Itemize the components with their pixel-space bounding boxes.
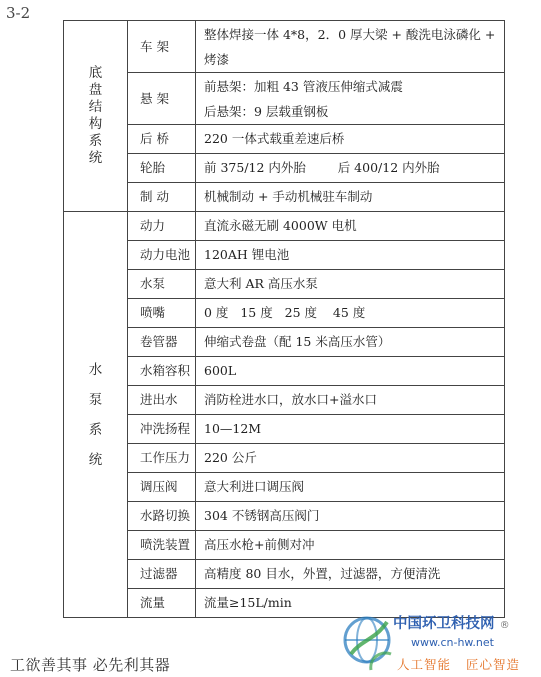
table-row bbox=[64, 73, 505, 125]
watermark-tagline-1: 人工智能 bbox=[397, 657, 452, 672]
spec-item-label: 水箱容积 bbox=[128, 357, 196, 386]
spec-item-value: 机械制动 + 手动机械驻车制动 bbox=[196, 183, 505, 212]
footer-motto: 工欲善其事 必先利其器 bbox=[10, 656, 171, 674]
table-row bbox=[64, 386, 505, 415]
spec-item-label: 水泵 bbox=[128, 270, 196, 299]
table-row bbox=[64, 212, 505, 241]
table-row bbox=[64, 502, 505, 531]
watermark-tagline bbox=[397, 655, 520, 673]
group-label-text: 水 泵 系 统 bbox=[88, 361, 103, 468]
spec-item-value: 整体焊接一体 4*8，2．0 厚大梁 + 酸洗电泳磷化 + 烤漆 bbox=[196, 21, 505, 73]
spec-item-label: 车 架 bbox=[128, 21, 196, 73]
spec-item-value: 220 一体式载重差速后桥 bbox=[196, 125, 505, 154]
spec-item-value: 120AH 锂电池 bbox=[196, 241, 505, 270]
spec-item-label: 调压阀 bbox=[128, 473, 196, 502]
table-row bbox=[64, 299, 505, 328]
page-label: 3-2 bbox=[6, 4, 31, 22]
spec-item-label: 冲洗扬程 bbox=[128, 415, 196, 444]
table-row bbox=[64, 125, 505, 154]
spec-item-label: 工作压力 bbox=[128, 444, 196, 473]
spec-item-label: 喷洗装置 bbox=[128, 531, 196, 560]
spec-item-value: 直流永磁无刷 4000W 电机 bbox=[196, 212, 505, 241]
table-row bbox=[64, 183, 505, 212]
spec-item-label: 过滤器 bbox=[128, 560, 196, 589]
spec-item-label: 卷管器 bbox=[128, 328, 196, 357]
spec-item-label: 轮胎 bbox=[128, 154, 196, 183]
spec-item-label: 喷嘴 bbox=[128, 299, 196, 328]
table-row bbox=[64, 270, 505, 299]
spec-item-value: 220 公斤 bbox=[196, 444, 505, 473]
spec-item-value: 流量≥15L/min bbox=[196, 589, 505, 618]
spec-item-value: 高精度 80 目水，外置，过滤器，方便清洗 bbox=[196, 560, 505, 589]
spec-item-value: 消防栓进水口，放水口+溢水口 bbox=[196, 386, 505, 415]
registered-mark: ® bbox=[499, 620, 510, 631]
table-row bbox=[64, 357, 505, 386]
table-row bbox=[64, 444, 505, 473]
watermark-logo bbox=[341, 608, 541, 677]
table-row bbox=[64, 328, 505, 357]
spec-item-label: 流量 bbox=[128, 589, 196, 618]
watermark-site-name bbox=[393, 612, 510, 633]
table-row bbox=[64, 241, 505, 270]
table-row bbox=[64, 473, 505, 502]
spec-item-label: 后 桥 bbox=[128, 125, 196, 154]
spec-item-label: 进出水 bbox=[128, 386, 196, 415]
spec-item-label: 悬 架 bbox=[128, 73, 196, 125]
spec-table bbox=[63, 20, 505, 618]
spec-item-value: 意大利进口调压阀 bbox=[196, 473, 505, 502]
spec-item-value: 10—12M bbox=[196, 415, 505, 444]
spec-table-body bbox=[64, 21, 505, 618]
spec-item-label: 制 动 bbox=[128, 183, 196, 212]
spec-item-value: 304 不锈钢高压阀门 bbox=[196, 502, 505, 531]
watermark-tagline-2: 匠心智造 bbox=[466, 657, 521, 672]
spec-item-value: 前 375/12 内外胎 后 400/12 内外胎 bbox=[196, 154, 505, 183]
spec-item-value: 600L bbox=[196, 357, 505, 386]
spec-item-value: 0 度 15 度 25 度 45 度 bbox=[196, 299, 505, 328]
watermark-site-name-text: 中国环卫科技网 bbox=[393, 616, 495, 632]
spec-item-value: 伸缩式卷盘（配 15 米高压水管） bbox=[196, 328, 505, 357]
spec-item-value: 高压水枪+前侧对冲 bbox=[196, 531, 505, 560]
table-row bbox=[64, 415, 505, 444]
group-label bbox=[64, 21, 128, 212]
table-row bbox=[64, 21, 505, 73]
group-label bbox=[64, 212, 128, 618]
spec-item-label: 动力 bbox=[128, 212, 196, 241]
globe-leaf-icon bbox=[341, 610, 393, 674]
table-row bbox=[64, 154, 505, 183]
spec-item-label: 动力电池 bbox=[128, 241, 196, 270]
table-row bbox=[64, 531, 505, 560]
spec-item-value: 意大利 AR 高压水泵 bbox=[196, 270, 505, 299]
watermark-url: www.cn-hw.net bbox=[411, 636, 494, 649]
spec-item-value: 前悬架：加粗 43 管液压伸缩式减震 后悬架：9 层载重钢板 bbox=[196, 73, 505, 125]
table-row bbox=[64, 560, 505, 589]
group-label-text: 底 盘 结 构 系 统 bbox=[88, 65, 103, 166]
spec-item-label: 水路切换 bbox=[128, 502, 196, 531]
